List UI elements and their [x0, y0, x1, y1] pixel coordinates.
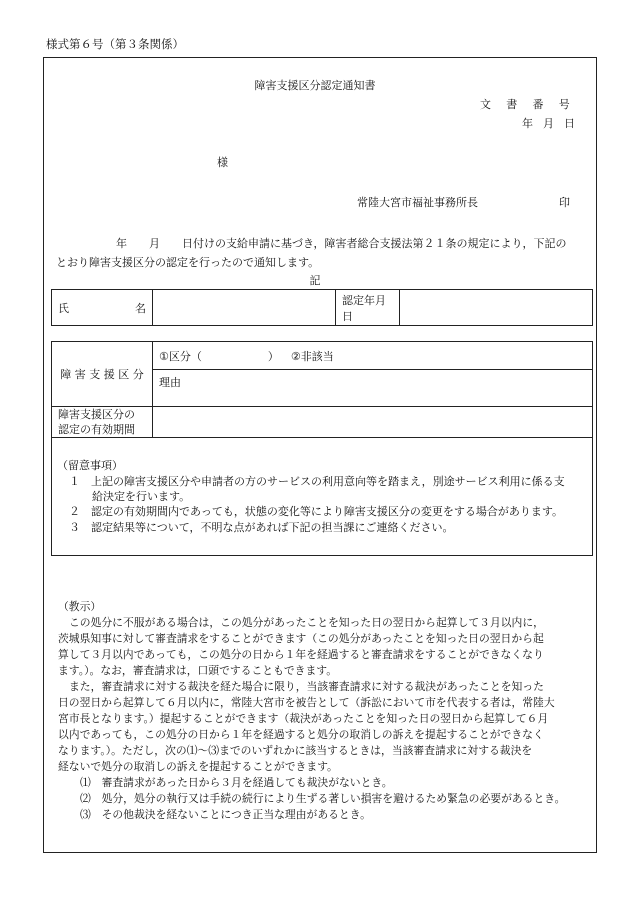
applicant-table	[51, 289, 593, 326]
teaching-line: 茨城県知事に対して審査請求をすることができます（この処分があったことを知った日の翌日から起	[58, 632, 544, 645]
issuer-name: 常陸大宮市福祉事務所長	[357, 196, 478, 209]
validity-label-cell	[52, 407, 153, 438]
category-option-2[interactable]: ②非該当	[290, 349, 334, 363]
note-number: ３	[69, 521, 80, 534]
teaching-item-text: 処分，処分の執行又は手続の続行により生ずる著しい損害を避けるため緊急の必要があるとき。	[101, 792, 566, 805]
reason-cell	[153, 370, 593, 407]
teaching-item-number: ⑶	[80, 808, 91, 821]
addressee-suffix: 様	[217, 156, 228, 169]
teaching-line: 算して３月以内であっても，この処分の日から１年を経過すると審査請求をすることができなくなり	[58, 648, 544, 661]
validity-label-line-2: 認定の有効期間	[58, 423, 135, 436]
note-text: 認定結果等について，不明な点があれば下記の担当課にご連絡ください。	[91, 521, 454, 534]
validity-value-cell[interactable]	[153, 407, 593, 438]
teaching-item-2	[58, 791, 565, 807]
teaching-item-text: 審査請求があった日から３月を経過しても裁決がないとき。	[101, 776, 393, 789]
teaching-line: 経ないで処分の取消しの訴えを提起することができます。	[58, 760, 338, 773]
teaching-line: ます。）。なお，審査請求は，口頭ですることもできます。	[58, 664, 337, 677]
note-number: ２	[69, 505, 80, 518]
cert-date-label-cell: 認定年月日	[336, 290, 400, 326]
doc-number-char: 番	[532, 98, 544, 111]
teaching-item-3	[58, 807, 565, 823]
category-option-1[interactable]: ①区分（ ）	[159, 349, 279, 363]
name-label-char: 氏	[58, 301, 69, 315]
teaching-line: 日の翌日から起算して６月以内に，常陸大宮市を被告として（訴訟において市を代表する者は，常陸大	[58, 696, 555, 709]
note-item-1	[57, 474, 565, 489]
name-label-cell	[52, 290, 153, 326]
teaching-line: また，審査請求に対する裁決を経た場合に限り，当該審査請求に対する裁決があったことを知った	[69, 680, 544, 693]
note-text: 認定の有効期間内であっても，状態の変化等により障害支援区分の変更をする場合があります。	[91, 505, 564, 518]
note-item-1-cont: 給決定を行います。	[92, 490, 191, 503]
body-text-line-2: とおり障害支援区分の認定を行ったので通知します。	[56, 256, 320, 269]
teaching-line: なります。）。ただし，次の⑴～⑶までのいずれかに該当するときは，当該審査請求に対する裁決を	[58, 744, 533, 757]
teaching-heading: （教示）	[58, 600, 102, 613]
teaching-item-number: ⑵	[80, 792, 91, 805]
notes-heading: （留意事項）	[57, 459, 123, 472]
notes-section	[57, 458, 565, 536]
teaching-item-1	[58, 775, 565, 791]
name-label-char: 名	[135, 301, 146, 315]
doc-number-char: 文	[480, 98, 491, 111]
category-label-cell: 障 害 支 援 区 分	[52, 342, 153, 407]
body-text-line-1: 年 月 日付けの支給申請に基づき，障害者総合支援法第２１条の規定により，下記の	[116, 237, 567, 250]
document-number-label	[480, 96, 585, 112]
category-options-cell	[153, 342, 593, 370]
note-item-2	[57, 504, 565, 520]
teaching-line: 宮市長となります。）提起することができます（裁決があったことを知った日の翌日から起算して６月	[58, 712, 549, 725]
seal-mark: 印	[559, 196, 570, 209]
cert-date-value-cell[interactable]	[400, 290, 593, 326]
form-number-label: 様式第６号（第３条関係）	[46, 37, 184, 51]
teaching-line: 以内であっても，この処分の日から１年を経過すると処分の取消しの訴えを提起することができなく	[58, 728, 544, 741]
date-month-char: 月	[543, 117, 554, 130]
date-year-char: 年	[522, 117, 533, 130]
note-text: 上記の障害支援区分や申請者の方のサービスの利用意向等を踏まえ，別途サービス利用に係る支	[91, 475, 565, 488]
name-value-cell[interactable]	[153, 290, 336, 326]
reason-label: 理由	[159, 376, 181, 389]
teaching-item-number: ⑴	[80, 776, 91, 789]
note-item-3	[57, 520, 565, 536]
date-day-char: 日	[564, 117, 575, 130]
doc-number-char: 号	[558, 98, 570, 111]
note-number: １	[69, 475, 80, 488]
doc-number-char: 書	[506, 98, 518, 111]
ki-heading: 記	[309, 274, 321, 287]
teaching-item-text: その他裁決を経ないことにつき正当な理由があるとき。	[101, 808, 371, 821]
issue-date-label	[522, 115, 585, 131]
document-title: 障害支援区分認定通知書	[254, 79, 376, 92]
teaching-section	[58, 599, 565, 823]
teaching-line: この処分に不服がある場合は，この処分があったことを知った日の翌日から起算して３月以内に，	[69, 616, 544, 629]
validity-label-line-1: 障害支援区分の	[58, 408, 135, 421]
